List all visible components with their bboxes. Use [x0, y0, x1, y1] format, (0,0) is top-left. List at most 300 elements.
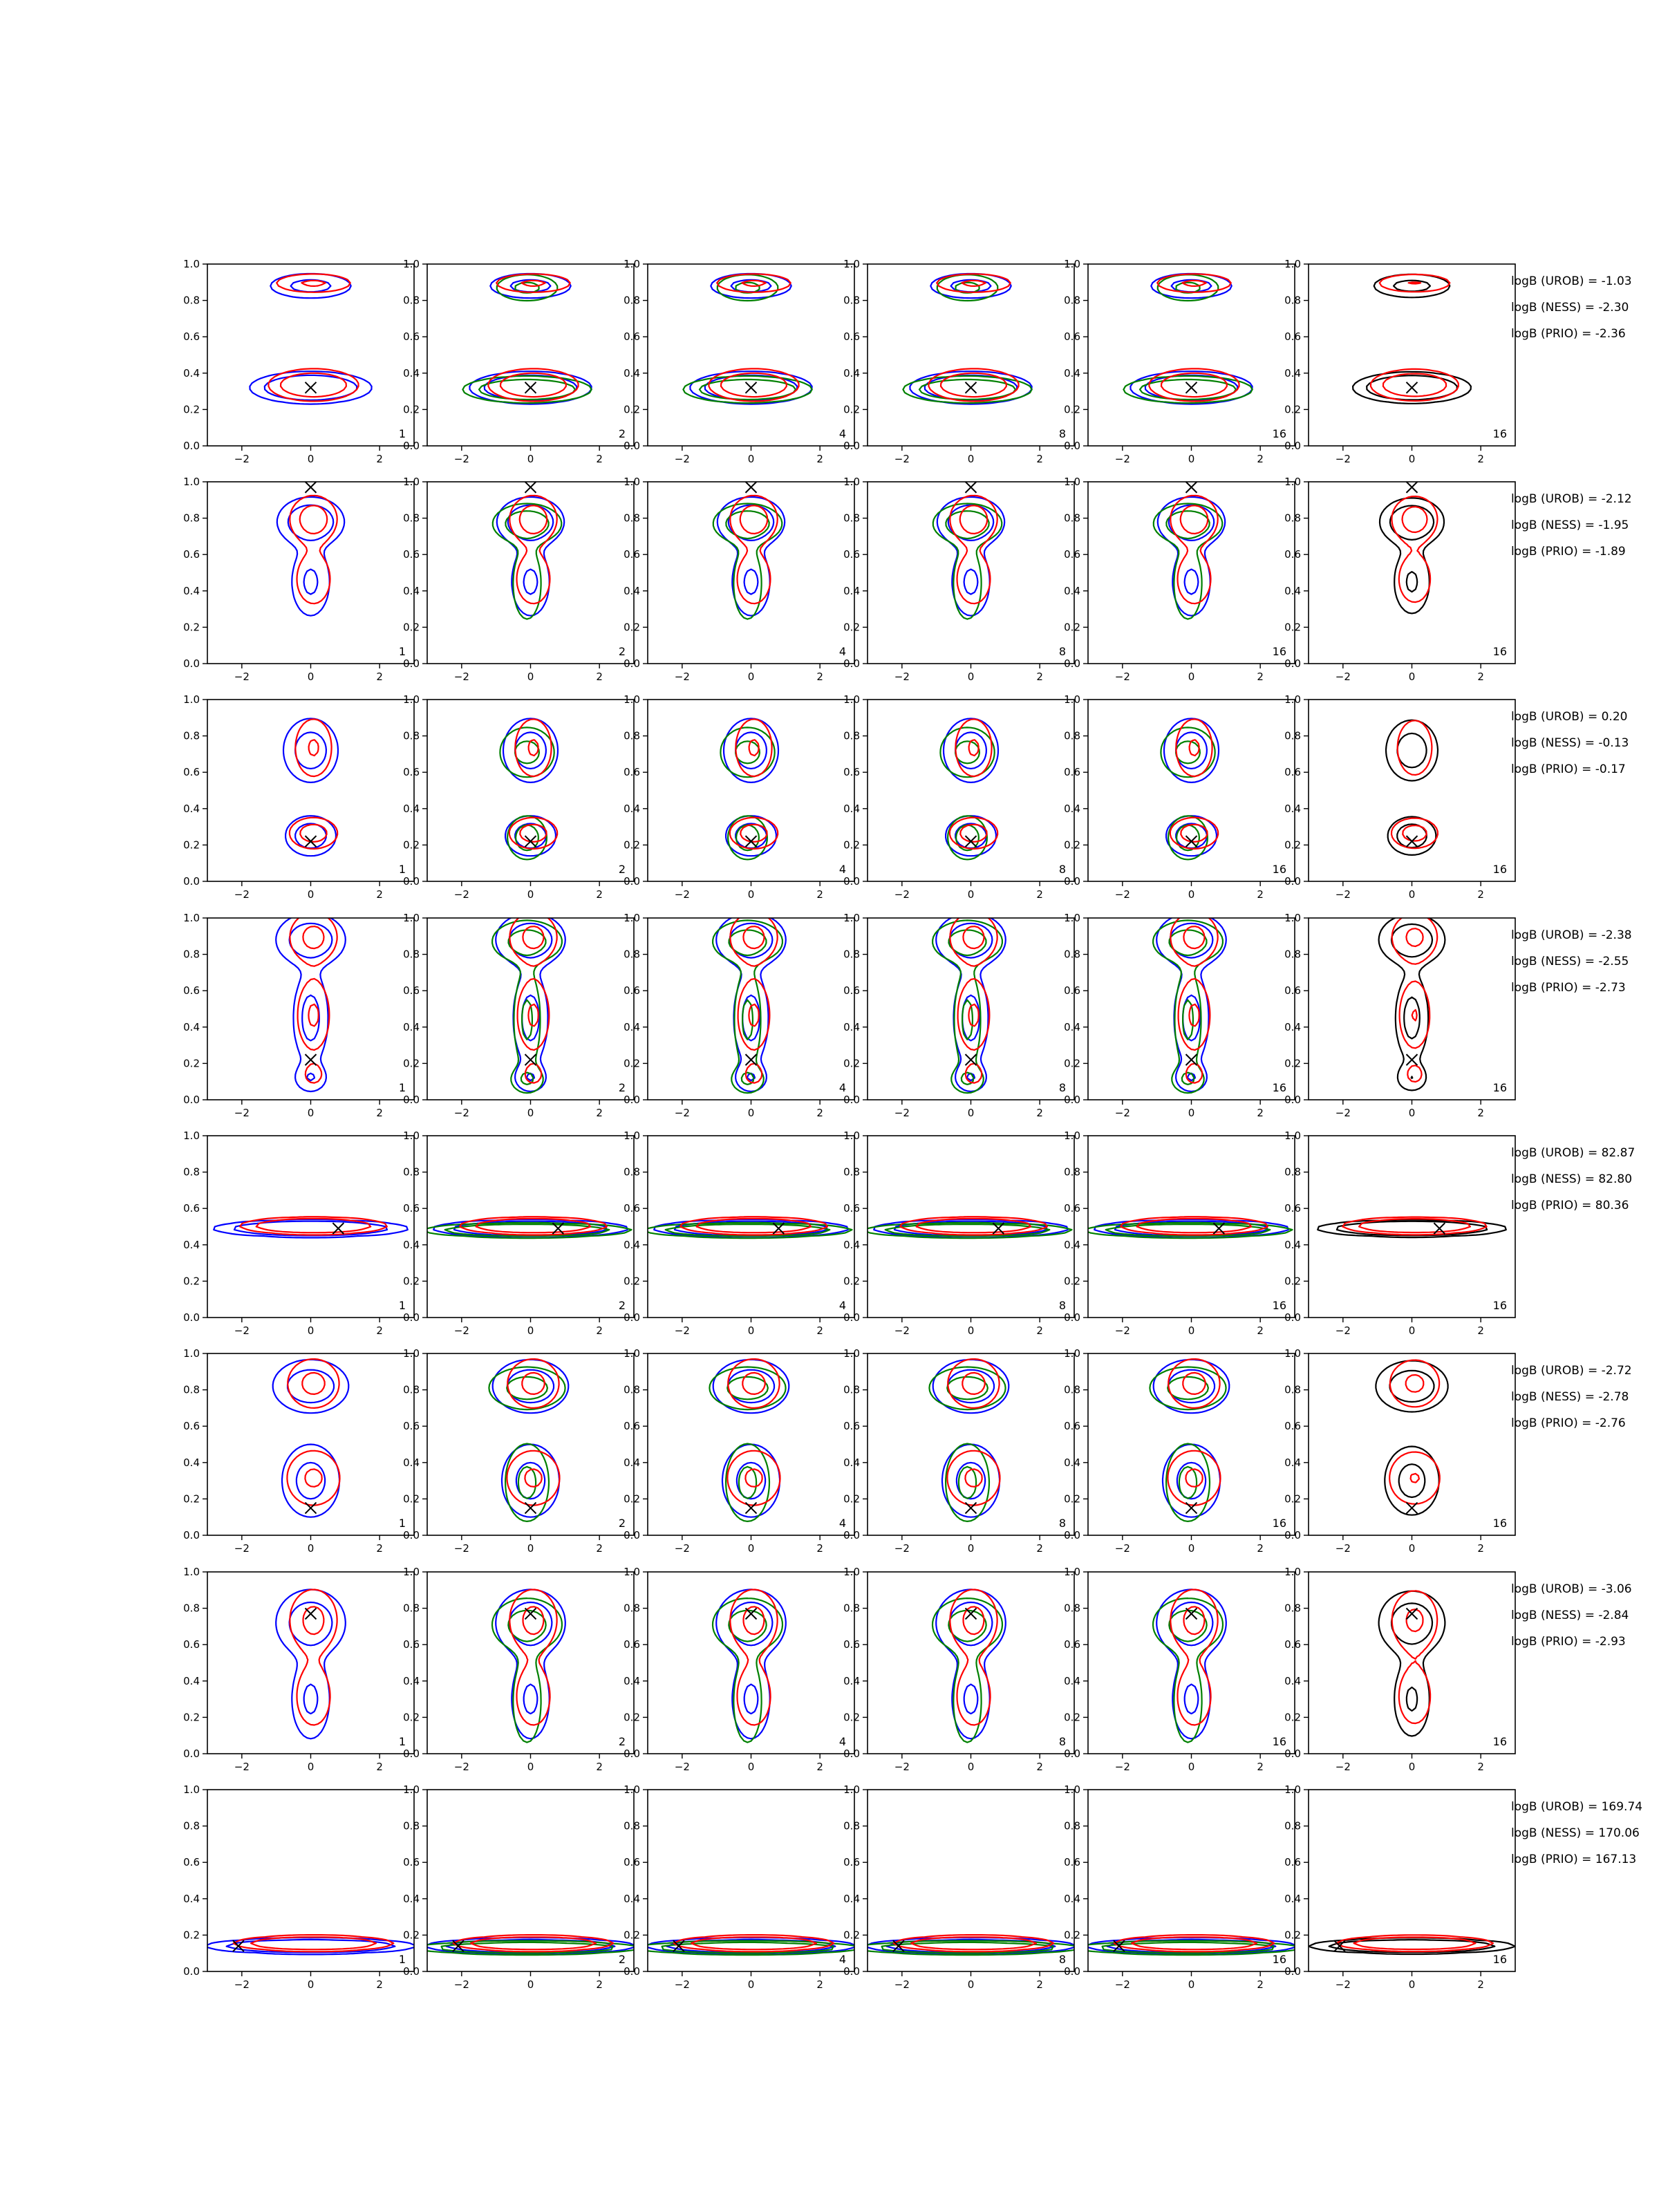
logb-label: logB (NESS) = -2.84	[1511, 1609, 1629, 1622]
y-tick-label: 0.4	[183, 366, 200, 379]
panel-count-label: 1	[398, 1953, 406, 1966]
x-tick-label: 2	[1257, 453, 1264, 465]
y-tick-label: 1.0	[1284, 1130, 1301, 1142]
y-tick-label: 1.0	[624, 1783, 640, 1796]
x-tick-label: −2	[894, 888, 910, 901]
x-tick-label: −2	[674, 1978, 690, 1991]
y-tick-label: 1.0	[403, 476, 420, 488]
x-tick-label: 2	[1036, 1978, 1043, 1991]
y-tick-label: 0.4	[624, 1456, 640, 1469]
panel-count-label: 4	[838, 645, 846, 658]
y-tick-label: 0.2	[624, 838, 640, 852]
y-tick-label: 0.2	[1284, 1275, 1301, 1288]
x-tick-label: 2	[376, 1978, 383, 1991]
y-tick-label: 0.2	[1284, 838, 1301, 852]
y-tick-label: 0.4	[843, 1674, 860, 1687]
x-tick-label: 0	[1188, 1978, 1195, 1991]
y-tick-label: 0.0	[183, 1529, 200, 1541]
y-tick-label: 0.4	[403, 584, 420, 597]
y-tick-label: 0.4	[1064, 366, 1080, 379]
y-tick-label: 0.6	[403, 1420, 420, 1433]
y-tick-label: 0.0	[1064, 1311, 1080, 1324]
y-tick-label: 0.0	[1284, 1747, 1301, 1760]
y-tick-label: 0.0	[1064, 440, 1080, 452]
x-tick-label: 0	[527, 1324, 534, 1337]
y-tick-label: 0.4	[624, 366, 640, 379]
panel-count-label: 16	[1492, 1299, 1507, 1312]
x-tick-label: 2	[1477, 888, 1484, 901]
x-tick-label: 2	[376, 888, 383, 901]
logb-label: logB (UROB) = 82.87	[1511, 1146, 1635, 1160]
y-tick-label: 0.8	[183, 512, 200, 525]
y-tick-label: 0.6	[183, 766, 200, 779]
y-tick-label: 1.0	[624, 1130, 640, 1142]
logb-label: logB (PRIO) = -2.36	[1511, 327, 1626, 341]
y-tick-label: 0.8	[1064, 294, 1080, 307]
y-tick-label: 0.0	[1284, 440, 1301, 452]
y-tick-label: 0.8	[843, 729, 860, 742]
y-tick-label: 0.6	[1064, 1638, 1080, 1651]
x-tick-label: −2	[453, 1542, 469, 1555]
y-tick-label: 0.0	[1284, 1529, 1301, 1541]
y-tick-label: 0.0	[843, 1747, 860, 1760]
panel-count-label: 8	[1058, 427, 1066, 440]
x-tick-label: −2	[1114, 671, 1130, 683]
x-tick-label: 0	[747, 1107, 755, 1119]
y-tick-label: 0.6	[183, 1638, 200, 1651]
x-tick-label: 2	[1036, 1324, 1043, 1337]
y-tick-label: 0.2	[624, 1711, 640, 1724]
x-tick-label: 2	[1257, 1542, 1264, 1555]
x-tick-label: 0	[527, 888, 534, 901]
y-tick-label: 0.6	[183, 548, 200, 561]
y-tick-label: 0.8	[624, 1165, 640, 1179]
y-tick-label: 0.4	[1064, 584, 1080, 597]
y-tick-label: 0.4	[1064, 1020, 1080, 1033]
y-tick-label: 0.4	[403, 1020, 420, 1033]
y-tick-label: 1.0	[183, 1783, 200, 1796]
x-tick-label: −2	[234, 1324, 250, 1337]
y-tick-label: 0.8	[1284, 948, 1301, 961]
y-tick-label: 0.8	[1284, 294, 1301, 307]
y-tick-label: 1.0	[1064, 476, 1080, 488]
y-tick-label: 0.8	[1064, 1165, 1080, 1179]
y-tick-label: 0.4	[843, 1020, 860, 1033]
panel-count-label: 4	[838, 427, 846, 440]
y-tick-label: 0.2	[1284, 1057, 1301, 1070]
x-tick-label: −2	[453, 888, 469, 901]
panel-count-label: 16	[1272, 1299, 1286, 1312]
y-tick-label: 0.6	[624, 1202, 640, 1215]
y-tick-label: 0.6	[1064, 548, 1080, 561]
y-tick-label: 0.6	[1284, 1420, 1301, 1433]
panel-count-label: 2	[618, 1299, 626, 1312]
x-tick-label: 0	[747, 1761, 755, 1773]
x-tick-label: 0	[967, 1542, 975, 1555]
y-tick-label: 1.0	[843, 258, 860, 270]
x-tick-label: 2	[816, 671, 823, 683]
x-tick-label: −2	[674, 888, 690, 901]
logb-label: logB (NESS) = -0.13	[1511, 736, 1629, 750]
y-tick-label: 0.0	[1064, 1747, 1080, 1760]
logb-label: logB (PRIO) = 80.36	[1511, 1199, 1629, 1212]
y-tick-label: 0.0	[403, 657, 420, 670]
y-tick-label: 0.8	[624, 948, 640, 961]
y-tick-label: 0.8	[1064, 1819, 1080, 1833]
x-tick-label: −2	[894, 453, 910, 465]
y-tick-label: 0.2	[403, 621, 420, 634]
x-tick-label: 0	[307, 671, 315, 683]
panel-count-label: 16	[1272, 1953, 1286, 1966]
y-tick-label: 0.2	[1284, 621, 1301, 634]
panel-count-label: 8	[1058, 645, 1066, 658]
y-tick-label: 0.6	[403, 330, 420, 344]
x-tick-label: −2	[894, 1107, 910, 1119]
y-tick-label: 1.0	[1064, 1566, 1080, 1578]
y-tick-label: 0.2	[624, 621, 640, 634]
y-tick-label: 0.2	[1064, 1275, 1080, 1288]
y-tick-label: 0.8	[1284, 1819, 1301, 1833]
y-tick-label: 0.4	[403, 1892, 420, 1905]
y-tick-label: 1.0	[403, 258, 420, 270]
y-tick-label: 1.0	[843, 1566, 860, 1578]
x-tick-label: 2	[376, 1761, 383, 1773]
panel-count-label: 8	[1058, 1081, 1066, 1094]
x-tick-label: −2	[453, 671, 469, 683]
y-tick-label: 0.8	[624, 1383, 640, 1396]
x-tick-label: −2	[1335, 1761, 1351, 1773]
panel-count-label: 1	[398, 427, 406, 440]
x-tick-label: 0	[527, 671, 534, 683]
y-tick-label: 0.4	[1284, 584, 1301, 597]
y-tick-label: 0.6	[1064, 1202, 1080, 1215]
y-tick-label: 0.0	[403, 1311, 420, 1324]
y-tick-label: 1.0	[1284, 1347, 1301, 1360]
y-tick-label: 0.8	[403, 948, 420, 961]
y-tick-label: 0.6	[624, 1420, 640, 1433]
y-tick-label: 0.2	[624, 1275, 640, 1288]
y-tick-label: 0.0	[403, 1094, 420, 1106]
y-tick-label: 1.0	[843, 1347, 860, 1360]
y-tick-label: 1.0	[403, 1347, 420, 1360]
y-tick-label: 0.4	[1064, 802, 1080, 815]
x-tick-label: −2	[453, 1107, 469, 1119]
x-tick-label: 2	[596, 671, 603, 683]
y-tick-label: 0.2	[624, 1057, 640, 1070]
y-tick-label: 0.4	[1284, 802, 1301, 815]
logb-label: logB (UROB) = -1.03	[1511, 274, 1632, 288]
y-tick-label: 0.0	[843, 1311, 860, 1324]
logb-label: logB (NESS) = -2.78	[1511, 1390, 1629, 1404]
logb-label: logB (NESS) = -1.95	[1511, 518, 1629, 532]
y-tick-label: 0.2	[1284, 403, 1301, 416]
x-tick-label: 2	[376, 1542, 383, 1555]
x-tick-label: 2	[1036, 453, 1043, 465]
y-tick-label: 0.4	[183, 1020, 200, 1033]
panel-count-label: 4	[838, 1953, 846, 1966]
y-tick-label: 0.2	[403, 838, 420, 852]
y-tick-label: 0.8	[183, 1383, 200, 1396]
panel-count-label: 2	[618, 1953, 626, 1966]
panel-count-label: 2	[618, 1735, 626, 1748]
logb-label: logB (PRIO) = -2.93	[1511, 1635, 1626, 1649]
panel-count-label: 1	[398, 645, 406, 658]
y-tick-label: 0.4	[183, 1674, 200, 1687]
y-tick-label: 0.2	[183, 1275, 200, 1288]
y-tick-label: 0.8	[843, 1602, 860, 1615]
y-tick-label: 0.2	[183, 403, 200, 416]
y-tick-label: 0.6	[1064, 766, 1080, 779]
y-tick-label: 0.8	[1284, 512, 1301, 525]
y-tick-label: 0.6	[843, 548, 860, 561]
y-tick-label: 0.8	[403, 294, 420, 307]
y-tick-label: 0.4	[843, 584, 860, 597]
x-tick-label: −2	[234, 453, 250, 465]
y-tick-label: 0.4	[843, 1238, 860, 1251]
y-tick-label: 1.0	[183, 1130, 200, 1142]
x-tick-label: 0	[967, 671, 975, 683]
y-tick-label: 0.6	[183, 1856, 200, 1869]
x-tick-label: 0	[747, 671, 755, 683]
y-tick-label: 1.0	[1284, 1783, 1301, 1796]
y-tick-label: 0.0	[403, 1965, 420, 1978]
y-tick-label: 0.6	[183, 1420, 200, 1433]
y-tick-label: 0.2	[1064, 1057, 1080, 1070]
y-tick-label: 0.0	[624, 1311, 640, 1324]
x-tick-label: 0	[967, 1978, 975, 1991]
x-tick-label: −2	[674, 1107, 690, 1119]
y-tick-label: 0.2	[843, 1929, 860, 1942]
x-tick-label: 0	[1408, 1107, 1416, 1119]
y-tick-label: 0.2	[403, 1275, 420, 1288]
panel-count-label: 16	[1272, 863, 1286, 876]
y-tick-label: 0.8	[843, 1165, 860, 1179]
y-tick-label: 0.2	[843, 1057, 860, 1070]
x-tick-label: 0	[967, 1107, 975, 1119]
y-tick-label: 0.4	[624, 1892, 640, 1905]
y-tick-label: 0.8	[843, 948, 860, 961]
y-tick-label: 1.0	[624, 1566, 640, 1578]
y-tick-label: 0.4	[624, 1238, 640, 1251]
x-tick-label: −2	[234, 1978, 250, 1991]
y-tick-label: 0.6	[1284, 330, 1301, 344]
panel-count-label: 16	[1272, 427, 1286, 440]
panel-count-label: 16	[1492, 1081, 1507, 1094]
x-tick-label: 2	[1036, 1542, 1043, 1555]
y-tick-label: 1.0	[843, 476, 860, 488]
panel-count-label: 1	[398, 1299, 406, 1312]
x-tick-label: 2	[1477, 1978, 1484, 1991]
y-tick-label: 1.0	[183, 912, 200, 924]
x-tick-label: 2	[596, 1324, 603, 1337]
x-tick-label: 2	[816, 888, 823, 901]
y-tick-label: 0.6	[183, 330, 200, 344]
logb-label: logB (UROB) = 169.74	[1511, 1800, 1643, 1814]
y-tick-label: 1.0	[843, 912, 860, 924]
y-tick-label: 0.6	[843, 984, 860, 997]
y-tick-label: 0.0	[183, 1965, 200, 1978]
y-tick-label: 0.0	[183, 875, 200, 888]
x-tick-label: 0	[307, 888, 315, 901]
y-tick-label: 0.4	[1284, 1020, 1301, 1033]
y-tick-label: 0.4	[403, 1238, 420, 1251]
x-tick-label: −2	[1114, 888, 1130, 901]
y-tick-label: 0.6	[403, 548, 420, 561]
y-tick-label: 0.0	[624, 440, 640, 452]
x-tick-label: −2	[453, 453, 469, 465]
panel-count-label: 2	[618, 427, 626, 440]
x-tick-label: 2	[816, 1107, 823, 1119]
logb-label: logB (UROB) = -2.38	[1511, 928, 1632, 942]
y-tick-label: 0.4	[403, 802, 420, 815]
x-tick-label: 2	[1257, 1324, 1264, 1337]
y-tick-label: 0.0	[183, 1311, 200, 1324]
y-tick-label: 0.4	[183, 1238, 200, 1251]
panel-count-label: 8	[1058, 1735, 1066, 1748]
y-tick-label: 0.8	[183, 948, 200, 961]
x-tick-label: −2	[453, 1324, 469, 1337]
y-tick-label: 0.6	[403, 1856, 420, 1869]
y-tick-label: 0.6	[183, 984, 200, 997]
y-tick-label: 0.6	[624, 766, 640, 779]
y-tick-label: 0.0	[1284, 1094, 1301, 1106]
y-tick-label: 0.0	[183, 1094, 200, 1106]
y-tick-label: 0.2	[1064, 838, 1080, 852]
x-tick-label: 2	[376, 671, 383, 683]
y-tick-label: 0.8	[1284, 1383, 1301, 1396]
panel-count-label: 1	[398, 863, 406, 876]
x-tick-label: 0	[527, 1542, 534, 1555]
x-tick-label: 0	[307, 1324, 315, 1337]
logb-label: logB (NESS) = 170.06	[1511, 1826, 1640, 1840]
y-tick-label: 0.0	[1284, 1965, 1301, 1978]
panel-count-label: 16	[1492, 863, 1507, 876]
y-tick-label: 0.2	[403, 1492, 420, 1506]
x-tick-label: 0	[1408, 453, 1416, 465]
x-tick-label: 2	[1477, 1324, 1484, 1337]
y-tick-label: 0.0	[624, 1094, 640, 1106]
y-tick-label: 0.4	[624, 1020, 640, 1033]
x-tick-label: −2	[1114, 453, 1130, 465]
x-tick-label: −2	[234, 888, 250, 901]
panel-count-label: 2	[618, 1081, 626, 1094]
x-tick-label: 0	[307, 453, 315, 465]
x-tick-label: 0	[1188, 1542, 1195, 1555]
y-tick-label: 0.2	[1284, 1711, 1301, 1724]
x-tick-label: 0	[1188, 453, 1195, 465]
y-tick-label: 0.2	[183, 1711, 200, 1724]
y-tick-label: 1.0	[403, 1130, 420, 1142]
x-tick-label: −2	[1335, 1542, 1351, 1555]
y-tick-label: 0.2	[1064, 403, 1080, 416]
x-tick-label: 2	[1477, 453, 1484, 465]
y-tick-label: 0.6	[1284, 1856, 1301, 1869]
logb-label: logB (NESS) = 82.80	[1511, 1172, 1633, 1186]
y-tick-label: 0.6	[183, 1202, 200, 1215]
y-tick-label: 0.4	[1284, 1238, 1301, 1251]
y-tick-label: 0.4	[403, 366, 420, 379]
y-tick-label: 1.0	[1284, 1566, 1301, 1578]
x-tick-label: 2	[1257, 1107, 1264, 1119]
y-tick-label: 0.2	[1064, 1492, 1080, 1506]
x-tick-label: −2	[1114, 1761, 1130, 1773]
x-tick-label: 0	[1188, 1761, 1195, 1773]
logb-label: logB (NESS) = -2.55	[1511, 955, 1629, 968]
y-tick-label: 0.4	[843, 366, 860, 379]
y-tick-label: 0.6	[403, 1202, 420, 1215]
y-tick-label: 0.8	[403, 729, 420, 742]
y-tick-label: 0.4	[183, 584, 200, 597]
y-tick-label: 1.0	[403, 1783, 420, 1796]
y-tick-label: 1.0	[624, 1347, 640, 1360]
y-tick-label: 0.4	[1064, 1674, 1080, 1687]
y-tick-label: 0.2	[843, 1275, 860, 1288]
y-tick-label: 0.8	[1064, 1383, 1080, 1396]
x-tick-label: −2	[1114, 1978, 1130, 1991]
x-tick-label: 2	[1257, 1761, 1264, 1773]
x-tick-label: −2	[1114, 1542, 1130, 1555]
y-tick-label: 0.0	[843, 657, 860, 670]
x-tick-label: −2	[453, 1978, 469, 1991]
panel-count-label: 16	[1492, 427, 1507, 440]
y-tick-label: 0.2	[624, 403, 640, 416]
x-tick-label: 0	[967, 1324, 975, 1337]
x-tick-label: 2	[1036, 888, 1043, 901]
y-tick-label: 0.0	[1064, 657, 1080, 670]
y-tick-label: 0.8	[183, 1602, 200, 1615]
y-tick-label: 0.4	[624, 802, 640, 815]
x-tick-label: 0	[967, 1761, 975, 1773]
x-tick-label: 2	[816, 1324, 823, 1337]
x-tick-label: −2	[894, 1324, 910, 1337]
x-tick-label: 0	[1188, 1107, 1195, 1119]
y-tick-label: 0.4	[1064, 1892, 1080, 1905]
y-tick-label: 0.0	[1064, 875, 1080, 888]
x-tick-label: 0	[307, 1542, 315, 1555]
y-tick-label: 0.2	[843, 621, 860, 634]
y-tick-label: 0.0	[843, 1529, 860, 1541]
x-tick-label: 2	[596, 1761, 603, 1773]
panel-count-label: 16	[1492, 1517, 1507, 1530]
y-tick-label: 0.0	[403, 440, 420, 452]
x-tick-label: −2	[453, 1761, 469, 1773]
y-tick-label: 1.0	[1064, 912, 1080, 924]
y-tick-label: 0.0	[1064, 1529, 1080, 1541]
x-tick-label: −2	[234, 671, 250, 683]
x-tick-label: 2	[376, 453, 383, 465]
x-tick-label: 0	[967, 453, 975, 465]
y-tick-label: 0.4	[843, 1456, 860, 1469]
x-tick-label: 0	[1408, 1542, 1416, 1555]
x-tick-label: 0	[527, 1761, 534, 1773]
y-tick-label: 0.0	[403, 1747, 420, 1760]
x-tick-label: 0	[747, 1978, 755, 1991]
y-tick-label: 0.2	[1284, 1492, 1301, 1506]
y-tick-label: 0.8	[843, 1383, 860, 1396]
y-tick-label: 0.8	[403, 1383, 420, 1396]
y-tick-label: 0.4	[403, 1674, 420, 1687]
y-tick-label: 0.4	[624, 1674, 640, 1687]
x-tick-label: −2	[894, 1542, 910, 1555]
y-tick-label: 0.2	[1284, 1929, 1301, 1942]
y-tick-label: 1.0	[403, 912, 420, 924]
x-tick-label: −2	[1335, 1978, 1351, 1991]
y-tick-label: 0.0	[1284, 875, 1301, 888]
x-tick-label: 0	[1408, 888, 1416, 901]
y-tick-label: 0.4	[183, 1456, 200, 1469]
y-tick-label: 0.2	[403, 1057, 420, 1070]
x-tick-label: −2	[674, 1542, 690, 1555]
